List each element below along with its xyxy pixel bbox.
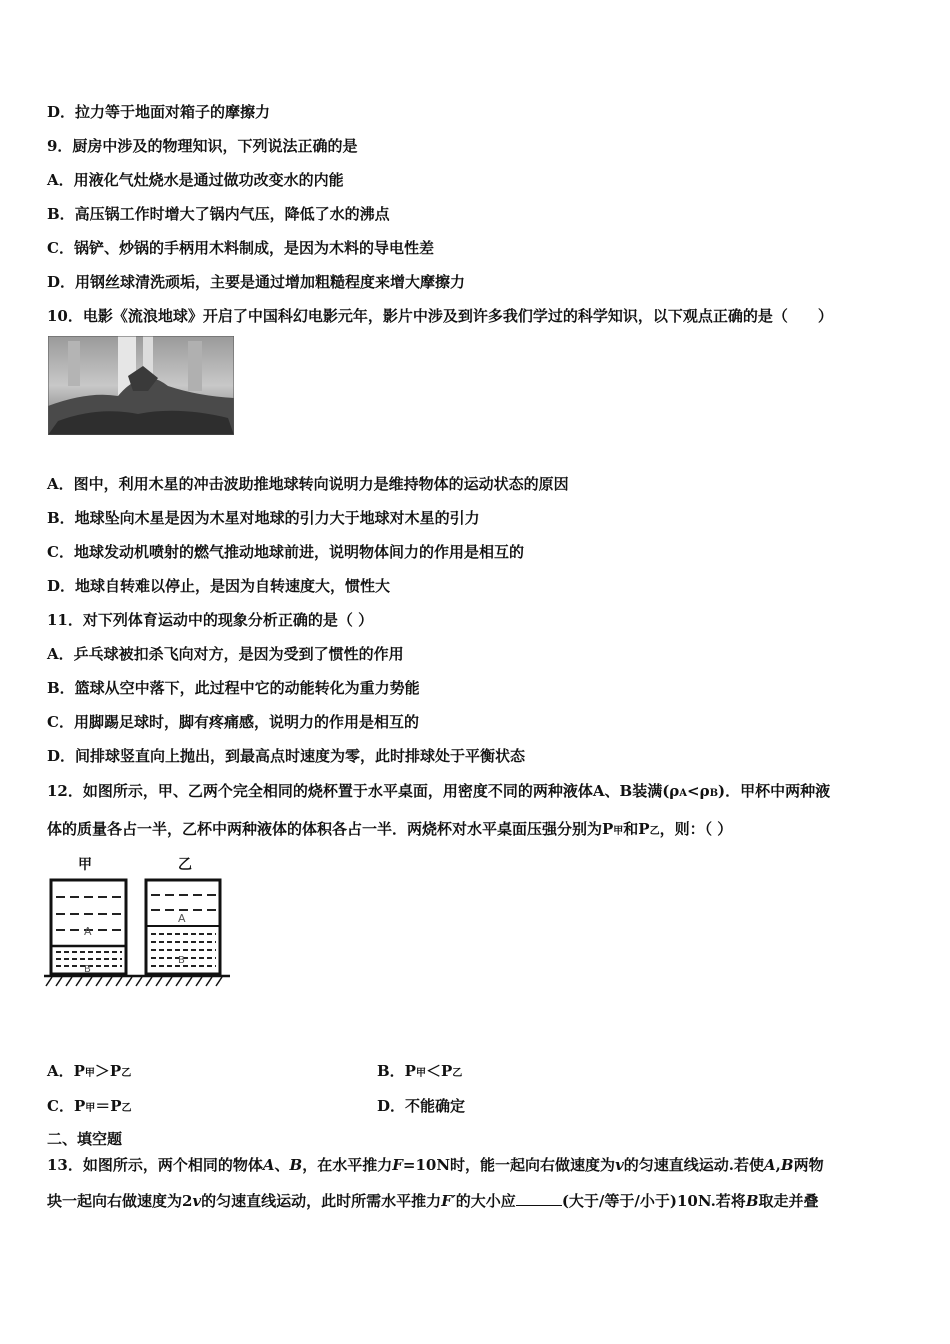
q12-stem-line1: 12．如图所示，甲、乙两个完全相同的烧杯置于水平桌面，用密度不同的两种液体A、B装满(ρA<ρB)．甲杯中两种液 [47,782,831,800]
q9-option-b: B．高压锅工作时增大了锅内气压，降低了水的沸点 [47,205,390,223]
q10-option-b: B．地球坠向木星是因为木星对地球的引力大于地球对木星的引力 [47,509,480,527]
q10-option-a: A．图中，利用木星的冲击波助推地球转向说明力是维持物体的运动状态的原因 [47,475,569,493]
q13-line2: 块一起向右做速度为2v的匀速直线运动，此时所需水平推力F′的大小应 (大于/等于/小于)10N.若将B取走并叠 [47,1192,819,1210]
q9-option-d: D．用钢丝球清洗顽垢，主要是通过增加粗糙程度来增大摩擦力 [47,273,466,291]
q13-line1: 13．如图所示，两个相同的物体A、B，在水平推力F=10N时，能一起向右做速度为v的匀速直线运动.若使A,B两物 [47,1156,824,1174]
q12-option-d: D．不能确定 [377,1097,466,1115]
q13-answer-blank[interactable] [516,1191,562,1206]
q9-stem: 9．厨房中涉及的物理知识，下列说法正确的是 [47,137,358,155]
beakers-figure [44,852,230,990]
section-title-fill-in: 二、填空题 [47,1130,123,1148]
q12-option-a: A．P甲＞P乙 [47,1062,132,1080]
beaker-jia-label: 甲 [78,857,92,873]
q11-option-c: C．用脚踢足球时，脚有疼痛感，说明力的作用是相互的 [47,713,419,731]
beaker-jia-liquid-a: A [84,925,92,938]
q11-option-d: D．间排球竖直向上抛出，到最高点时速度为零，此时排球处于平衡状态 [47,747,526,765]
q9-option-a: A．用液化气灶烧水是通过做功改变水的内能 [47,171,344,189]
q10-option-c: C．地球发动机喷射的燃气推动地球前进，说明物体间力的作用是相互的 [47,543,524,561]
q11-stem: 11．对下列体育运动中的现象分析正确的是（ ） [47,611,374,629]
q12-option-c: C．P甲＝P乙 [47,1097,132,1115]
q8-option-d: D．拉力等于地面对箱子的摩擦力 [47,103,271,121]
q11-option-b: B．篮球从空中落下，此过程中它的动能转化为重力势能 [47,679,420,697]
beaker-yi-label: 乙 [178,857,192,873]
beaker-yi-liquid-a: A [178,912,186,925]
wandering-earth-image [48,336,234,435]
q12-stem-line2: 体的质量各占一半，乙杯中两种液体的体积各占一半．两烧杯对水平桌面压强分别为P甲和P乙，则：（ ） [47,820,733,838]
beaker-yi-liquid-b: B [178,955,185,966]
q10-stem: 10．电影《流浪地球》开启了中国科幻电影元年，影片中涉及到许多我们学过的科学知识，以下观点正确的是（ ） [47,307,833,325]
q9-option-c: C．锅铲、炒锅的手柄用木料制成，是因为木料的导电性差 [47,239,434,257]
q12-option-b: B．P甲＜P乙 [377,1062,463,1080]
q11-option-a: A．乒乓球被扣杀飞向对方，是因为受到了惯性的作用 [47,645,404,663]
q10-option-d: D．地球自转难以停止，是因为自转速度大，惯性大 [47,577,391,595]
beaker-jia-liquid-b: B [84,964,91,975]
